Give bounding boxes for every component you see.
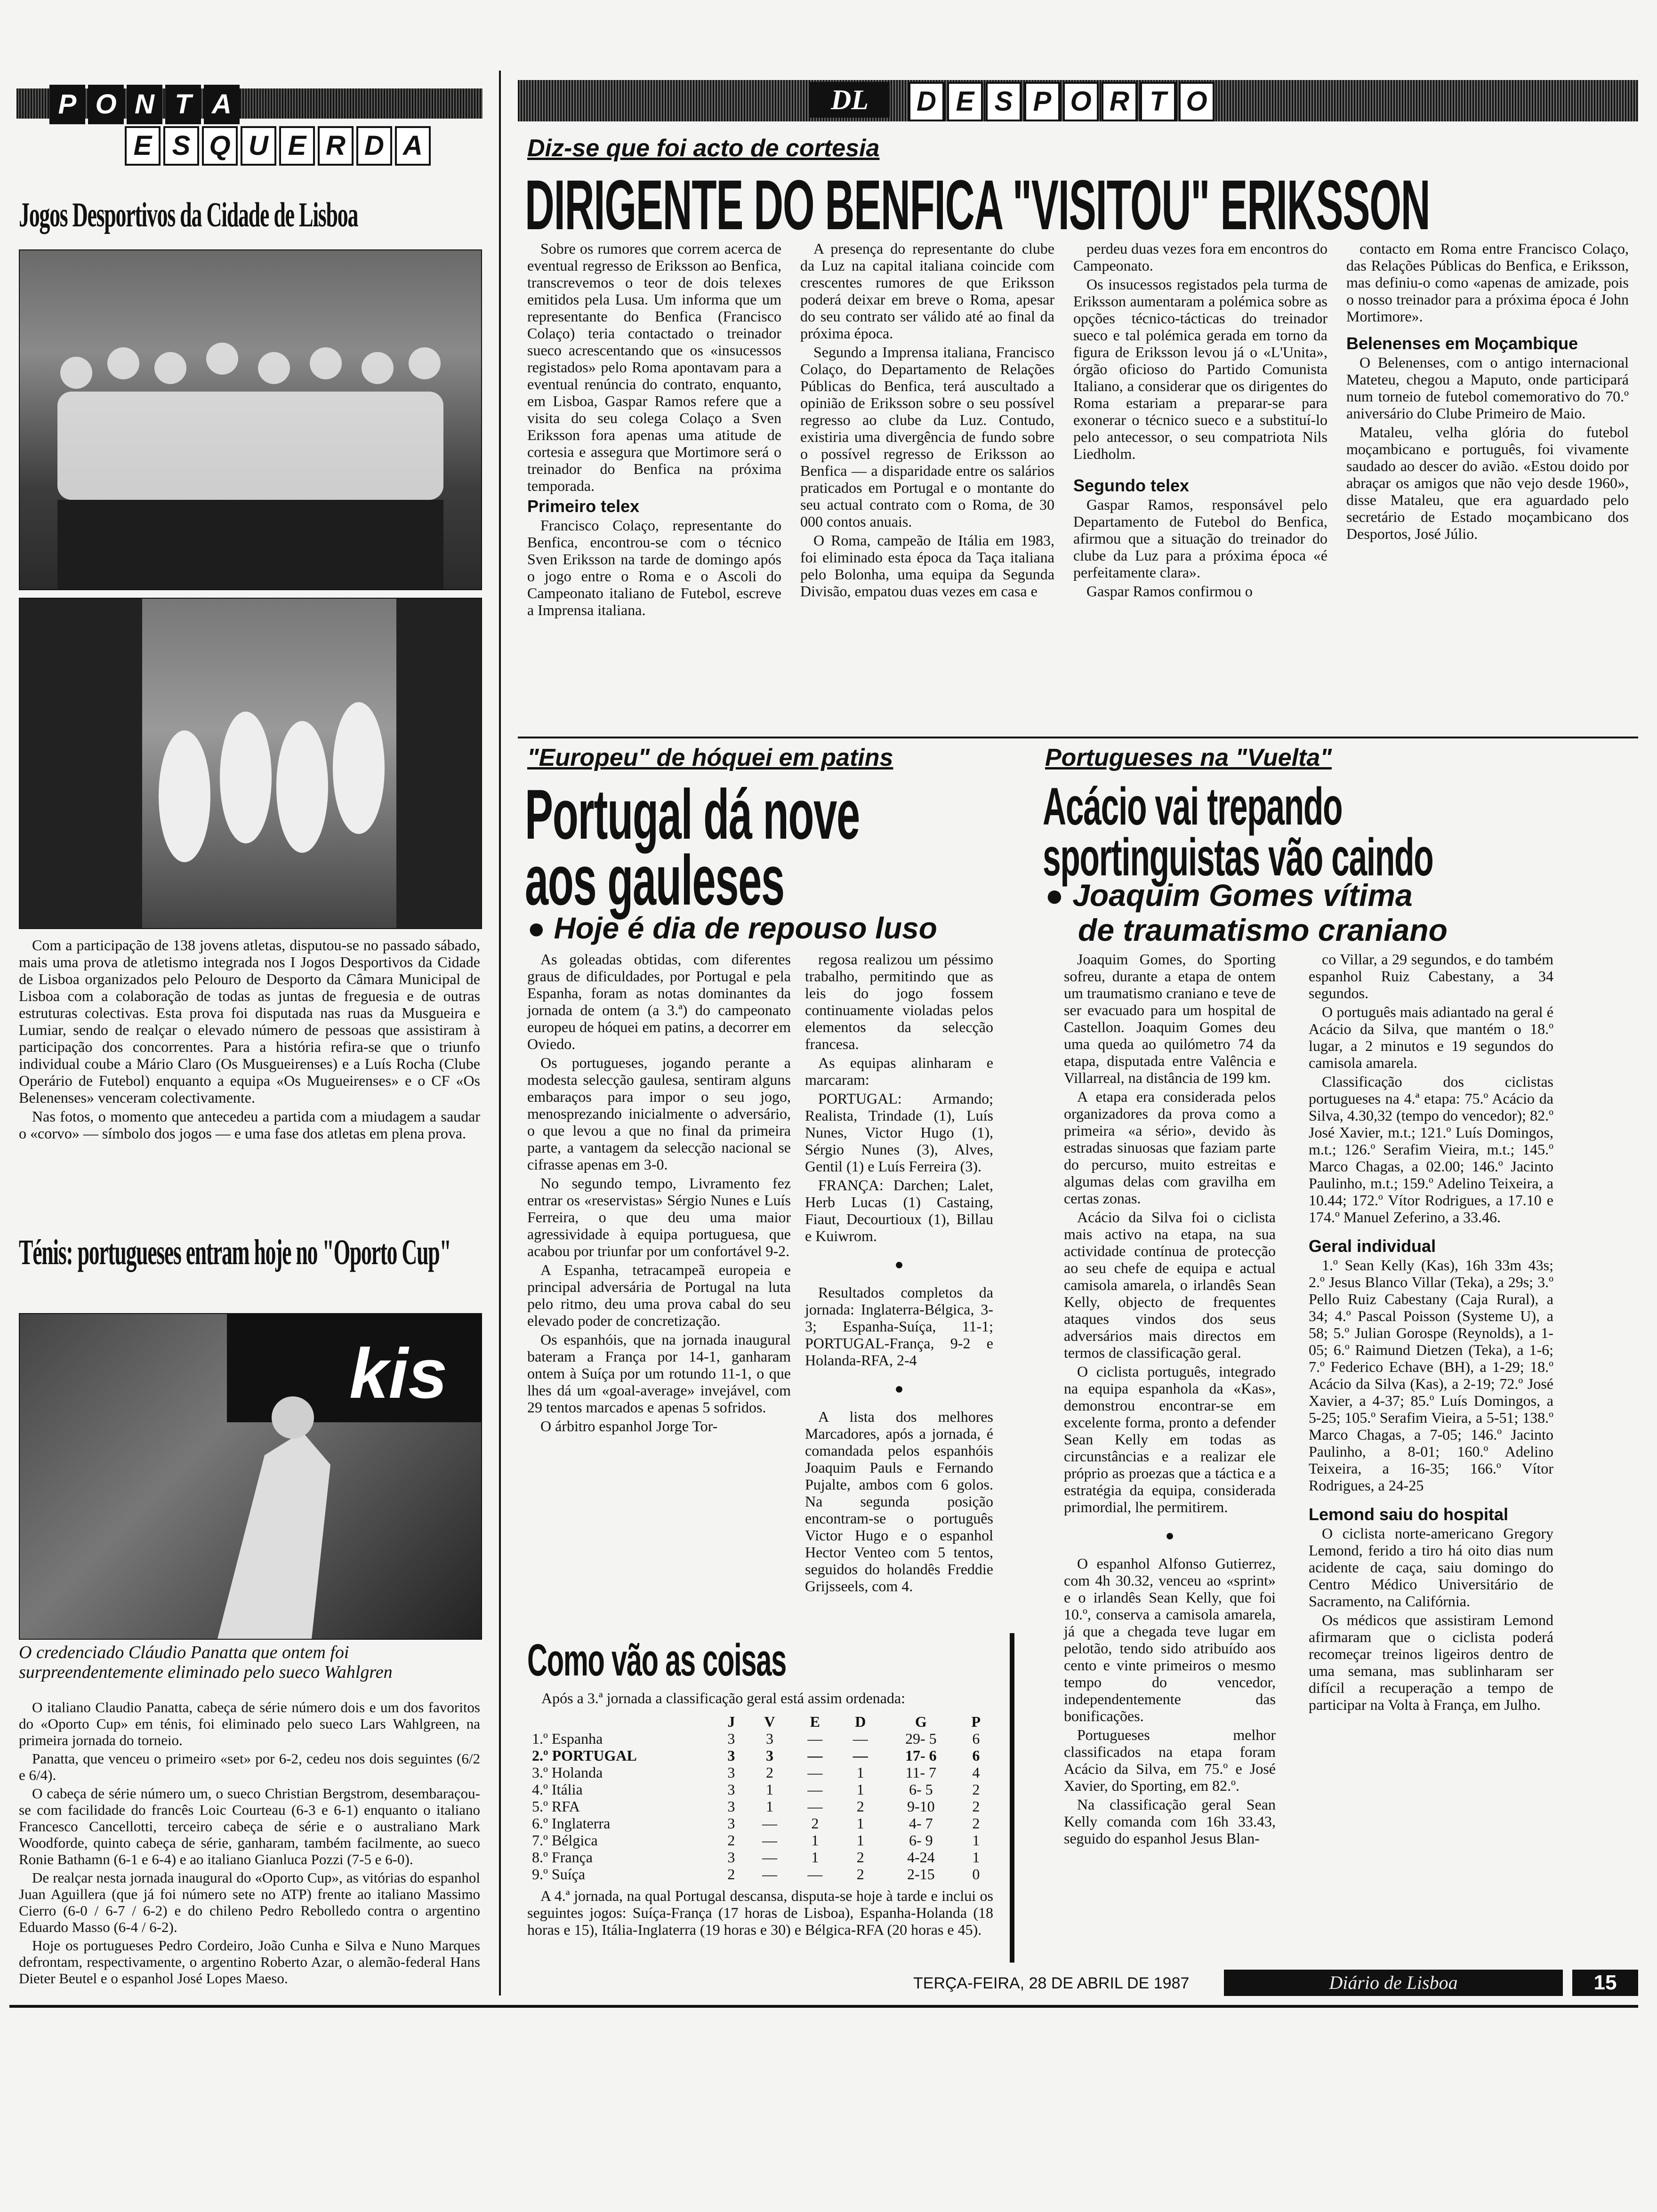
table-row — [527, 1730, 993, 1747]
paragraph: O cabeça de série número um, o sueco Christian Bergstrom, desembaraçou-se com facilidade do francês Loic Courteau (6-3 e 6-1) enquanto o italiano Francesco Cancellotti, terceiro cabeça de série e o australiano Mark Woodforde, quinto cabeça de série, ganharam, também facilmente, ao sueco Ronie Bathamn (6-1 e 6-4) e ao italiano Gianluca Pozzi (7-5 e 6-0). — [19, 1785, 480, 1867]
section-divider — [518, 737, 1638, 738]
cell: 3 — [727, 1815, 735, 1832]
cell: 1 — [972, 1849, 980, 1866]
paragraph: Gaspar Ramos confirmou o — [1086, 583, 1253, 600]
paragraph: Classificação dos ciclistas portugueses na 4.ª etapa: 75.º Acácio da Silva, 4.30,32 (tempo do vencedor); 82.º José Xavier, m.t.; 121.º Luís Domingos, m.t.; 126.º Serafim Vieira, m.t.; 145.º Marco Chagas, a 02.00; 146.º Jacinto Paulinho, m.t.; 159.º Adelino Teixeira, a 10.44; 172.º Vítor Rodrigues, a 17.10 e 174.º Manuel Zeferino, a 33.46. — [1309, 1073, 1553, 1226]
paragraph: Gaspar Ramos, responsável pelo Departamento de Futebol do Benfica, afirmou que a situação do treinador do clube da Luz para a próxima época «é perfeitamente clara». — [1073, 496, 1327, 581]
table-row — [527, 1849, 993, 1866]
cell: 1 — [856, 1764, 864, 1781]
banner-letter: Q — [202, 126, 238, 166]
banner-letter: O — [88, 85, 124, 124]
paragraph: O espanhol Alfonso Gutierrez, com 4h 30.32, venceu ao «sprint» e o irlandês Sean Kelly, que foi 10.º, conserva a camisola amarela, já que a chegada teve lugar em pelotão, tendo sido atribuído aos cento e vinte primeiros o mesmo tempo do vencedor, independentemente das bonificações. — [1064, 1555, 1276, 1724]
masthead — [518, 80, 1638, 121]
team: 8.º França — [532, 1849, 593, 1866]
paragraph: O português mais adiantado na geral é Acácio da Silva, que mantém o 18.º lugar, a 2 minutos e 19 segundos do camisola amarela. — [1309, 1003, 1553, 1071]
masthead-letter: R — [1102, 82, 1137, 121]
cell: 1 — [765, 1781, 773, 1798]
benfica-kicker: Diz-se que foi acto de cortesia — [527, 135, 880, 162]
footer-date: TERÇA-FEIRA, 28 DE ABRIL DE 1987 — [913, 1974, 1190, 1992]
cell: 3 — [727, 1781, 735, 1798]
paragraph: PORTUGAL: Armando; Realista, Trindade (1), Luís Nunes, Victor Hugo (1), Sérgio Nunes (3), Alves, Gentil (1) e Luís Ferreira (3). — [805, 1090, 993, 1175]
paragraph: Os portugueses, jogando perante a modesta selecção gaulesa, sentiram alguns embaraços para impor o seu jogo, menosprezando inicialmente o adversário, o que levou a que no final da primeira parte, a vantagem da selecção nacional se cifrasse apenas em 3-0. — [527, 1054, 791, 1173]
col-header: G — [915, 1713, 927, 1730]
paragraph: A etapa era considerada pelos organizadores da prova como a primeira «a sério», devido às estradas sinuosas que faziam parte do percurso, muito estreitas e algumas delas com gravilha em certas zonas. — [1064, 1088, 1276, 1207]
col-header: D — [855, 1713, 866, 1730]
col-header: P — [971, 1713, 981, 1730]
cell: — — [853, 1747, 868, 1764]
cell: — — [807, 1781, 823, 1798]
footer-paper-name: Diário de Lisboa — [1224, 1970, 1563, 1996]
column-divider — [499, 71, 501, 1996]
cell: — — [807, 1730, 823, 1747]
paragraph: A 4.ª jornada, na qual Portugal descansa, disputa-se hoje à tarde e inclui os seguintes jogos: Suíça-França (17 horas de Lisboa), Espanha-Holanda (18 horas e 15), Itália-Inglaterra (19 horas e 30) e Bélgica-RFA (20 horas e 45). — [527, 1887, 993, 1938]
paragraph: As goleadas obtidas, com diferentes graus de dificuldades, por Portugal e pela Espanha, foram as notas dominantes da jornada de ontem (a 3.ª) do campeonato europeu de hóquei em patins, a decorrer em Oviedo. — [527, 951, 791, 1052]
paragraph: Mataleu, velha glória do futebol moçambicano e português, foi vivamente saudado ao descer do avião. «Estou doido por abraçar os amigos que não vejo desde 1960», disse Mataleu, que era aguardado pelo secretário de Estado moçambicano dos Desportos, José Júlio. — [1346, 424, 1629, 542]
table-row — [527, 1832, 993, 1849]
cell: 29- 5 — [905, 1730, 937, 1747]
paragraph: O árbitro espanhol Jorge Tor- — [540, 1418, 718, 1435]
cell: — — [807, 1866, 823, 1883]
paragraph: FRANÇA: Darchen; Lalet, Herb Lucas (1) Castaing, Fiaut, Decourtioux (1), Billau e Kuiwrom. — [805, 1177, 993, 1244]
cell: 3 — [727, 1764, 735, 1781]
cell: 2 — [856, 1798, 864, 1815]
paragraph: O ciclista português, integrado na equipa espanhola da «Kas», demonstrou encontrar-se em excelente forma, pronto a defender Sean Kelly em todas as circunstâncias e a realizar ele próprio as proezas que a táctica e a estratégia da equipa, considerada primordial, lhe permitirem. — [1064, 1363, 1276, 1515]
cell: — — [807, 1747, 823, 1764]
headline-line: aos gauleses — [525, 841, 784, 920]
bullet-separator: ● — [894, 1256, 904, 1273]
paragraph: O Roma, campeão de Itália em 1983, foi eliminado esta época da Taça italiana pelo Bolonha, uma equipa da Segunda Divisão, empatou duas vezes em casa e — [800, 532, 1054, 600]
cell: 3 — [727, 1730, 735, 1747]
paragraph: Hoje os portugueses Pedro Cordeiro, João Cunha e Silva e Nuno Marques defrontam, respectivamente, o argentino Roberto Azar, o alemão-federal Hans Dieter Beutel e o espanhol José Lopes Maeso. — [19, 1937, 480, 1987]
photo-caption: O credenciado Cláudio Panatta que ontem foi surpreendentemente eliminado pelo sueco Wahlgren — [19, 1643, 393, 1682]
team: 3.º Holanda — [532, 1764, 603, 1781]
paragraph: Os médicos que assistiram Lemond afirmaram que o ciclista poderá recomeçar treinos ligeiros dentro de uma semana, mas sublinharam ser difícil a recuperação a tempo de participar na Volta à França, em Julho. — [1309, 1611, 1553, 1713]
paragraph: Francisco Colaço, representante do Benfica, encontrou-se com o técnico Sven Eriksson na tarde de domingo após o jogo entre o Roma e o Ascoli do Campeonato italiano de Futebol, escreve a Imprensa italiana. — [527, 517, 781, 618]
banner-letter: N — [127, 85, 162, 124]
hoquei-col-2 — [805, 951, 993, 1596]
footer-page-number: 15 — [1572, 1970, 1638, 1996]
photo-runners — [19, 598, 482, 929]
tennis-title: Ténis: portugueses entram hoje no "Oporto Cup" — [19, 1233, 451, 1272]
subhead: Primeiro telex — [527, 497, 640, 516]
banner-letter: E — [125, 126, 161, 166]
athletics-article — [19, 937, 480, 1144]
vuelta-kicker: Portugueses na "Vuelta" — [1045, 744, 1332, 771]
paragraph: Com a participação de 138 jovens atletas, disputou-se no passado sábado, mais uma prova de atletismo integrada nos I Jogos Desportivos da Cidade de Lisboa organizados pelo Pelouro de Desporto da Câmara Municipal de Lisboa com a colaboração de todas as juntas de freguesia e de outras estruturas colectivas. Esta prova foi disputada nas ruas da Musgueira e Lumiar, sendo de realçar o elevado número de pessoas que assistiram à participação dos concorrentes. Para a história refira-se que o triunfo individual coube a Mário Claro (Os Musgueirenses) e a Luís Rocha (Clube Operário de Futebol) enquanto a equipa «Os Mugueirenses» e o CF «Os Belenenses» venceram colectivamente. — [19, 937, 480, 1106]
cell: 2 — [727, 1866, 735, 1883]
paragraph: Nas fotos, o momento que antecedeu a partida com a miudagem a saudar o «corvo» — símbolo dos jogos — e uma fase dos atletas em plena prova. — [19, 1108, 480, 1142]
masthead-letter: O — [1179, 82, 1215, 121]
headline-line: Acácio vai trepando — [1043, 777, 1343, 836]
vuelta-col-1 — [1064, 951, 1276, 1849]
benfica-col-3 — [1073, 240, 1327, 601]
cell: 9-10 — [907, 1798, 935, 1815]
photo-illustration — [20, 599, 481, 928]
banner-letter: T — [165, 85, 201, 124]
masthead-letter: P — [1024, 82, 1060, 121]
table-row — [527, 1764, 993, 1781]
paragraph: As equipas alinharam e marcaram: — [805, 1054, 993, 1088]
team: 5.º RFA — [532, 1798, 580, 1815]
ponta-esquerda-section — [9, 71, 485, 1991]
paragraph: A Espanha, tetracampeã europeia e principal adversária de Portugal na luta pelo ritmo, deu uma prova cabal do seu elevado poder de concretização. — [527, 1261, 791, 1329]
cell: — — [762, 1815, 777, 1832]
team: 1.º Espanha — [532, 1730, 603, 1747]
cell: 3 — [765, 1747, 773, 1764]
cell: 1 — [765, 1798, 773, 1815]
cell: 3 — [727, 1849, 735, 1866]
masthead-letter: S — [986, 82, 1022, 121]
cell: 3 — [727, 1798, 735, 1815]
cell: 6 — [972, 1730, 980, 1747]
cell: 2 — [972, 1781, 980, 1798]
vuelta-col-2 — [1309, 951, 1553, 1715]
cell: — — [762, 1849, 777, 1866]
benfica-col-2 — [800, 240, 1054, 601]
cell: 6 — [972, 1747, 980, 1764]
banner-letter: U — [241, 126, 276, 166]
standings-table — [527, 1713, 993, 1883]
page-bottom-rule — [9, 2005, 1638, 2008]
banner-letter: S — [163, 126, 199, 166]
cell: — — [807, 1798, 823, 1815]
paragraph: Resultados completos da jornada: Inglaterra-Bélgica, 3-3; Espanha-Suíça, 11-1; PORTUGAL-França, 9-2 e Holanda-RFA, 2-4 — [805, 1284, 993, 1369]
tennis-article — [19, 1699, 480, 1988]
table-row — [527, 1866, 993, 1883]
cell: 6- 5 — [909, 1781, 933, 1798]
paragraph: regosa realizou um péssimo trabalho, permitindo que as leis do jogo fossem continuamente violadas pelos elementos da selecção francesa. — [805, 951, 993, 1052]
headline-line: Portugal dá nove — [525, 775, 860, 854]
paragraph: contacto em Roma entre Francisco Colaço, das Relações Públicas do Benfica, e Eriksson, mas definiu-o como «apenas de amizade, pois o nosso treinador para a próxima época é John Mortimore». — [1346, 240, 1629, 325]
table-row — [527, 1747, 993, 1764]
subhead: Belenenses em Moçambique — [1346, 334, 1578, 353]
cell: 2 — [972, 1798, 980, 1815]
column-divider — [1010, 1633, 1014, 1963]
cell: 1 — [811, 1832, 819, 1849]
masthead-letter: T — [1140, 82, 1176, 121]
cell: 4-24 — [907, 1849, 935, 1866]
cell: 4- 7 — [909, 1815, 933, 1832]
paragraph: 1.º Sean Kelly (Kas), 16h 33m 43s; 2.º Jesus Blanco Villar (Teka), a 29s; 3.º Pello Ruiz Cabestany (Caja Rural), a 34; 4.º Pascal Poisson (Systeme U), a 58; 5.º Julian Gorospe (Reynolds), a 1-05; 6.º Raimund Dietzen (Teka), a 1-6; 7.º Federico Echave (BH), a 1-29; 18.º Acácio da Silva (Kas), a 2-19; 72.º José Xavier, a 4-37; 85.º Luís Domingos, a 5-25; 105.º Serafim Vieira, a 5-51; 138.º Marco Chagas, a 7-05; 146.º Jacinto Paulinho, a 8-01; 160.º Adelino Teixeira, a 16-35; 166.º Vítor Rodrigues, a 24-25 — [1309, 1257, 1553, 1494]
standings-footer — [527, 1887, 993, 1940]
cell: 2 — [856, 1849, 864, 1866]
paragraph: Sobre os rumores que correm acerca de eventual regresso de Eriksson ao Benfica, transcrevemos o teor de dois telexes emitidos pela Lusa. Um informa que um representante do Benfica (Francisco Colaço) teria contactado o treinador sueco acrescentando que os «insucessos registados» pelo Roma apontavam para a eventual renúncia do contrato, enquanto, em Lisboa, Gaspar Ramos refere que a visita do seu colega Colaço a Sven Eriksson fora apenas uma atitude de cortesia e assegura que Mortimore será o treinador do Benfica na próxima temporada. — [527, 240, 781, 494]
photo-panatta — [19, 1313, 482, 1640]
cell: — — [762, 1832, 777, 1849]
standings-title: Como vão as coisas — [527, 1635, 786, 1685]
team: 9.º Suíça — [532, 1866, 586, 1883]
section-title: Jogos Desportivos da Cidade de Lisboa — [19, 196, 358, 234]
vuelta-headline — [1043, 777, 1433, 887]
deck-line: de traumatismo craniano — [1078, 913, 1448, 947]
photo-children-start — [19, 249, 482, 590]
cell: 11- 7 — [905, 1764, 937, 1781]
cell: 1 — [811, 1849, 819, 1866]
paragraph: Segundo a Imprensa italiana, Francisco Colaço, do Departamento de Relações Públicas do Benfica, terá auscultado a opinião de Eriksson sobre o seu possível regresso ao clube da Luz. Contudo, existiria uma divergência de fundo sobre o possível regresso de Eriksson ao Benfica — a disparidade entre os salários praticados em Portugal e o montante do seu actual contrato com o Roma, de 30 000 contos anuais. — [800, 344, 1054, 530]
hoquei-kicker: "Europeu" de hóquei em patins — [527, 744, 893, 771]
cell: 3 — [765, 1730, 773, 1747]
paragraph: No segundo tempo, Livramento fez entrar os «reservistas» Sérgio Nunes e Luís Ferreira, o que deu uma maior agressividade à equipa portuguesa, que acabou por triunfar por um confortável 9-2. — [527, 1175, 791, 1259]
col-header: V — [764, 1713, 775, 1730]
cell: 2 — [765, 1764, 773, 1781]
table-row — [527, 1781, 993, 1798]
bullet-separator: ● — [894, 1380, 904, 1397]
paragraph: O italiano Claudio Panatta, cabeça de série número dois e um dos favoritos do «Oporto Cup» em ténis, foi eliminado pelo sueco Lars Wahlgreen, na primeira jornada do torneio. — [19, 1699, 480, 1748]
standings-intro: Após a 3.ª jornada a classificação geral está assim ordenada: — [541, 1690, 905, 1707]
paragraph: Joaquim Gomes, do Sporting sofreu, durante a etapa de ontem um traumatismo craniano e teve de ser evacuado para um hospital de Castellon. Joaquim Gomes deu uma queda ao quilómetro 74 da etapa, disputada entre Valência e Villarreal, na distância de 199 km. — [1064, 951, 1276, 1086]
photo-sign: kis — [349, 1334, 448, 1413]
cell: 4 — [972, 1764, 980, 1781]
table-row — [527, 1798, 993, 1815]
subhead: Geral individual — [1309, 1236, 1436, 1256]
cell: 3 — [727, 1747, 735, 1764]
paragraph: Na classificação geral Sean Kelly comanda com 16h 33.43, seguido do espanhol Jesus Blan- — [1064, 1796, 1276, 1847]
paragraph: Os espanhóis, que na jornada inaugural bateram a França por 14-1, ganharam ontem à Suíça por um rotundo 11-1, o que lhes dá um «goal-average» invejável, com 29 tentos marcados e apenas 5 sofridos. — [527, 1331, 791, 1416]
paragraph: O Belenenses, com o antigo internacional Mateteu, chegou a Maputo, onde participará num torneio de futebol comemorativo do 70.º aniversário do Clube Primeiro de Maio. — [1346, 354, 1629, 422]
table-row — [527, 1815, 993, 1832]
cell: 2 — [856, 1866, 864, 1883]
cell: 2-15 — [907, 1866, 935, 1883]
banner-letter: A — [204, 85, 240, 124]
paragraph: Os insucessos registados pela turma de Eriksson aumentaram a polémica sobre as opções técnico-tácticas do treinador sueco e tal polémica gerada em torno da figura de Eriksson levou já o «L'Unita», órgão oficioso do Partido Comunista Italiano, a considerar que os dirigentes do Roma estariam a preparar-se para exonerar o técnico sueco e a substituí-lo pelo antecessor, o seu compatriota Nils Liedholm. — [1073, 276, 1327, 462]
paragraph: Portugueses melhor classificados na etapa foram Acácio da Silva, em 75.º e José Xavier, do Sporting, em 82.º. — [1064, 1726, 1276, 1794]
cell: 6- 9 — [909, 1832, 933, 1849]
bullet-separator: ● — [1165, 1527, 1174, 1544]
banner-letter: P — [49, 85, 85, 124]
banner-letter: D — [356, 126, 392, 166]
paragraph: A lista dos melhores Marcadores, após a jornada, é comandada pelos espanhóis Joaquim Pauls e Fernando Pujalte, ambos com 6 golos. Na segunda posição encontram-se o português Victor Hugo e o espanhol Hector Venteo com 5 tentos, seguidos do holandês Freddie Grijsseels, com 4. — [805, 1408, 993, 1595]
cell: 17- 6 — [905, 1747, 937, 1764]
cell: 2 — [811, 1815, 819, 1832]
paragraph: co Villar, a 29 segundos, e do também espanhol Ruiz Cabestany, a 34 segundos. — [1309, 951, 1553, 1002]
cell: 0 — [972, 1866, 980, 1883]
paragraph: Acácio da Silva foi o ciclista mais activo na etapa, na sua actividade contínua de protecção ao seu chefe de equipa e actual camisola amarela, o irlandês Sean Kelly, objecto de frequentes ataques vindos dos seus adversários mais directos em termos de classificação geral. — [1064, 1209, 1276, 1361]
col-header: J — [727, 1713, 735, 1730]
photo-illustration — [20, 250, 481, 589]
cell: — — [807, 1764, 823, 1781]
tennis-headline — [19, 1233, 471, 1272]
paragraph: perdeu duas vezes fora em encontros do Campeonato. — [1073, 240, 1327, 274]
banner-letter: A — [395, 126, 431, 166]
masthead-logo: DL — [810, 82, 890, 118]
cell: 1 — [856, 1832, 864, 1849]
benfica-col-4 — [1346, 240, 1629, 544]
cell: 2 — [727, 1832, 735, 1849]
masthead-letter: O — [1063, 82, 1099, 121]
team: 7.º Bélgica — [532, 1832, 598, 1849]
masthead-letter: D — [909, 82, 944, 121]
cell: 2 — [972, 1815, 980, 1832]
cell: 1 — [972, 1832, 980, 1849]
banner-letter: E — [279, 126, 315, 166]
paragraph: Panatta, que venceu o primeiro «set» por 6-2, cedeu nos dois seguintes (6/2 e 6/4). — [19, 1750, 480, 1783]
cell: — — [762, 1866, 777, 1883]
vuelta-deck — [1045, 878, 1448, 947]
cell: 1 — [856, 1815, 864, 1832]
deck-line: ● Joaquim Gomes vítima — [1045, 878, 1413, 913]
cell: — — [853, 1730, 868, 1747]
paragraph: De realçar nesta jornada inaugural do «Oporto Cup», as vitórias do espanhol Juan Aguillera (que já foi número sete no ATP) frente ao italiano Massimo Cierro (6-0 / 6-7 / 6-2) e do chileno Pedro Rebolledo contra o argentino Eduardo Masso (6-4 / 6-2). — [19, 1869, 480, 1935]
team: 4.º Itália — [532, 1781, 583, 1798]
hoquei-headline — [525, 775, 860, 920]
benfica-col-1 — [527, 240, 781, 620]
col-header: E — [810, 1713, 820, 1730]
subhead: Segundo telex — [1073, 476, 1190, 495]
paragraph: A presença do representante do clube da Luz na capital italiana coincide com crescentes rumores de que Eriksson poderá deixar em breve o Roma, apesar do seu contrato ser válido até ao final da próxima época. — [800, 240, 1054, 342]
hoquei-deck: ● Hoje é dia de repouso luso — [527, 911, 937, 945]
team: 2.º PORTUGAL — [532, 1747, 637, 1764]
cell: 1 — [856, 1781, 864, 1798]
banner-letter: R — [318, 126, 354, 166]
masthead-letter: E — [947, 82, 983, 121]
team: 6.º Inglaterra — [532, 1815, 611, 1832]
benfica-headline: DIRIGENTE DO BENFICA "VISITOU" ERIKSSON — [525, 165, 1430, 244]
paragraph: O ciclista norte-americano Gregory Lemond, ferido a tiro há oito dias num acidente de caça, saiu domingo do Centro Médico Universitário de Sacramento, na Califórnia. — [1309, 1525, 1553, 1610]
table-header-row — [527, 1713, 993, 1730]
subhead: Lemond saiu do hospital — [1309, 1505, 1509, 1524]
hoquei-col-1 — [527, 951, 791, 1436]
headline-line: sportinguistas vão caindo — [1043, 828, 1433, 887]
